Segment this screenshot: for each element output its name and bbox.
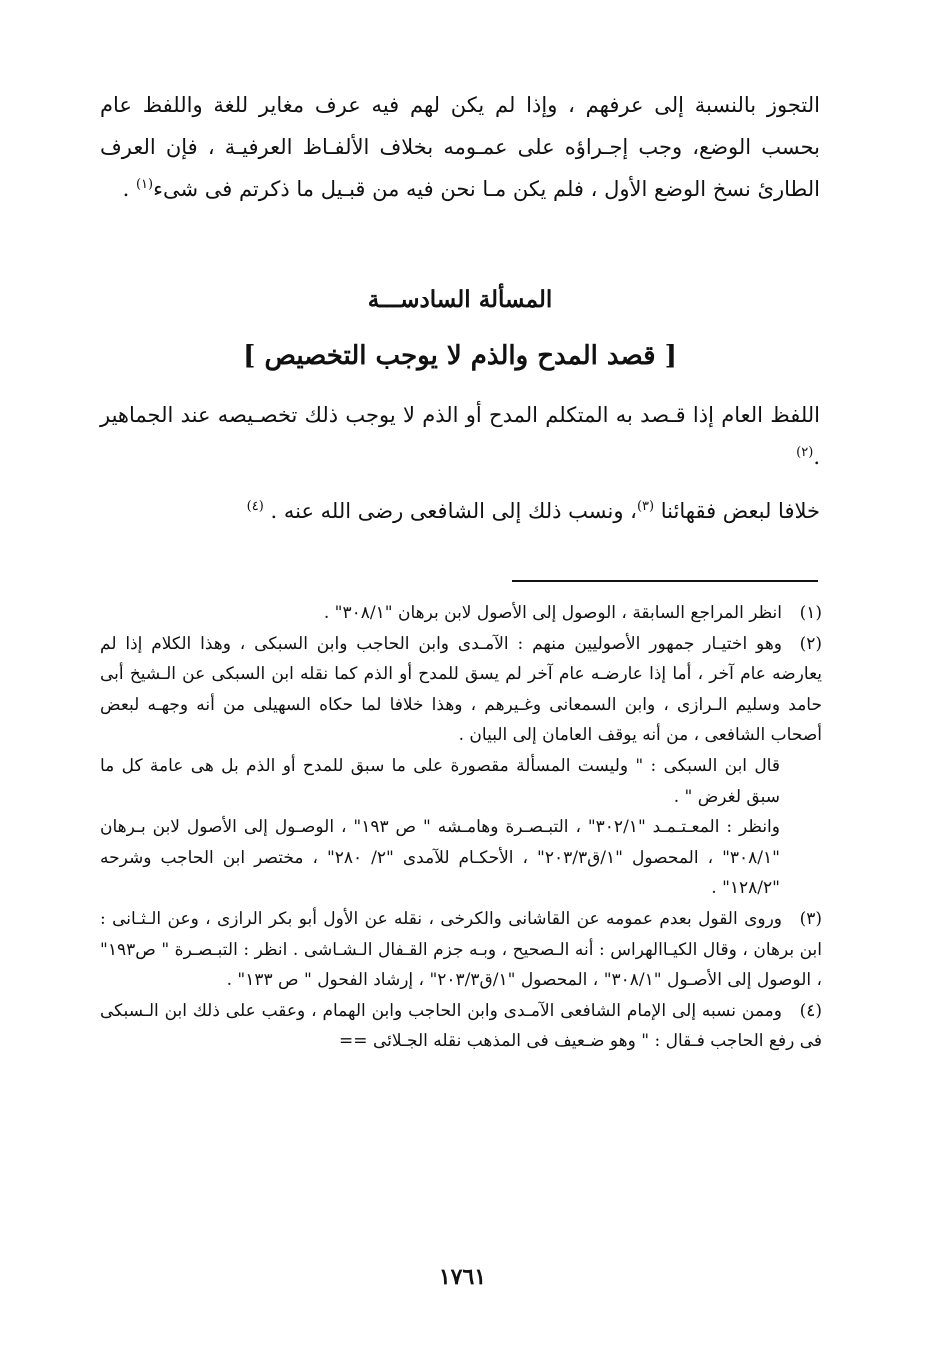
footnote-number: (٣): [799, 908, 822, 929]
footnote-2-quote: [100, 751, 822, 812]
footnote-text: قال ابن السبكى : " وليست المسألة مقصورة على ما سبق للمدح أو الذم بل هى عامة كل ما سبق لغرض " .: [100, 755, 780, 807]
footnote-text: وهو اختيـار جمهور الأصوليين منهم : الآمـدى وابن الحاجب وابن السبكى ، وهذا الكلام إذا لم يعارضه عام آخر ، أما إذا عارضـه عام آخر لم يسق للمدح أو الذم كما نقله ابن السبكى عن الـشيخ أبى حامد وسليم الـرازى ، وابن السمعانى وغـيرهم ، وهذا خلافا لما حكاه السهيلى من أنه وجهـه لبعض أصحاب الشافعى ، من أنه يوقف العامان إلى البيان .: [100, 633, 822, 746]
paragraph-1-text: التجوز بالنسبة إلى عرفهم ، وإذا لم يكن لهم فيه عرف مغاير للغة واللفظ عام بحسب الوضع، وجب إجـراؤه على عمـومه بخلاف الألفـاظ العرفيـة ، فإن العرف الطارئ نسخ الوضع الأول ، فلم يكن مـا نحن فيه من قبـيل ما ذكرتم فى شىء: [100, 93, 820, 201]
footnote-text: انظر المراجع السابقة ، الوصول إلى الأصول لابن برهان "٣٠٨/١" .: [323, 603, 782, 623]
footnote-number: (٤): [799, 1000, 822, 1021]
footnote-number: (١): [799, 603, 822, 623]
footnote-text: وروى القول بعدم عمومه عن القاشانى والكرخى ، نقله عن الأول أبو بكر الرازى ، وعن الـثـانى : ابن برهان ، وقال الكيـاالهراس : أنه الـصحيح ، وبـه جزم القـفال الـشـاشى . انظر : التبـصـرة " ص١٩٣" ، الوصول إلى الأصـول "٣٠٨/١" ، المحصول "١/ق٢٠٣/٣" ، إرشاد الفحول " ص ١٣٣" .: [100, 908, 822, 991]
footnote-text: وممن نسبه إلى الإمام الشافعى الآمـدى وابن الحاجب وابن الهمام ، وعقب على ذلك ابن الـسبكى فى رفع الحاجب فـقال : " وهو ضـعيف فى المذهب نقله الجـلائى ==: [100, 1000, 822, 1052]
footnotes: [100, 598, 822, 1248]
paragraph-3-text-a: خلافا لبعض فقهائنا: [654, 499, 820, 523]
footnote-ref-4[interactable]: (٤): [246, 499, 264, 514]
paragraph-2-text: اللفظ العام إذا قـصد به المتكلم المدح أو الذم لا يوجب ذلك تخصـيصه عند الجماهير .: [100, 403, 820, 469]
issue-title: [ قصد المدح والذم لا يوجب التخصيص ]: [243, 341, 677, 371]
footnote-1: [100, 598, 822, 629]
footnote-ref-1[interactable]: (١): [135, 177, 154, 192]
footnote-3: [100, 904, 822, 996]
footnote-ref-3[interactable]: (٣): [636, 499, 655, 514]
issue-heading: المسألة السادســـة: [367, 286, 553, 313]
footnote-2: [100, 629, 822, 751]
paragraph-1: [100, 84, 820, 294]
footnote-number: (٢): [799, 633, 822, 654]
page-number: ١٧٦١: [438, 1264, 487, 1290]
paragraph-3: [100, 490, 820, 532]
footnote-divider: [512, 580, 818, 582]
footnote-4: [100, 996, 822, 1057]
footnote-ref-2[interactable]: (٢): [796, 445, 814, 460]
paragraph-1-end: .: [122, 177, 136, 201]
footnote-2-references: [100, 812, 822, 904]
paragraph-2: [100, 394, 820, 478]
footnote-text: وانظر : المعـتـمـد "٣٠٢/١" ، التبـصـرة وهامـشه " ص ١٩٣" ، الوصـول إلى الأصول لابن بـرهان "٣٠٨/١" ، المحصول "١/ق٢٠٣/٣" ، الأحكـام للآمدى "٢/ ٢٨٠" ، مختصر ابن الحاجب وشرحه "١٢٨/٢" .: [100, 817, 780, 899]
paragraph-3-text-b: ، ونسب ذلك إلى الشافعى رضى الله عنه .: [270, 499, 637, 523]
